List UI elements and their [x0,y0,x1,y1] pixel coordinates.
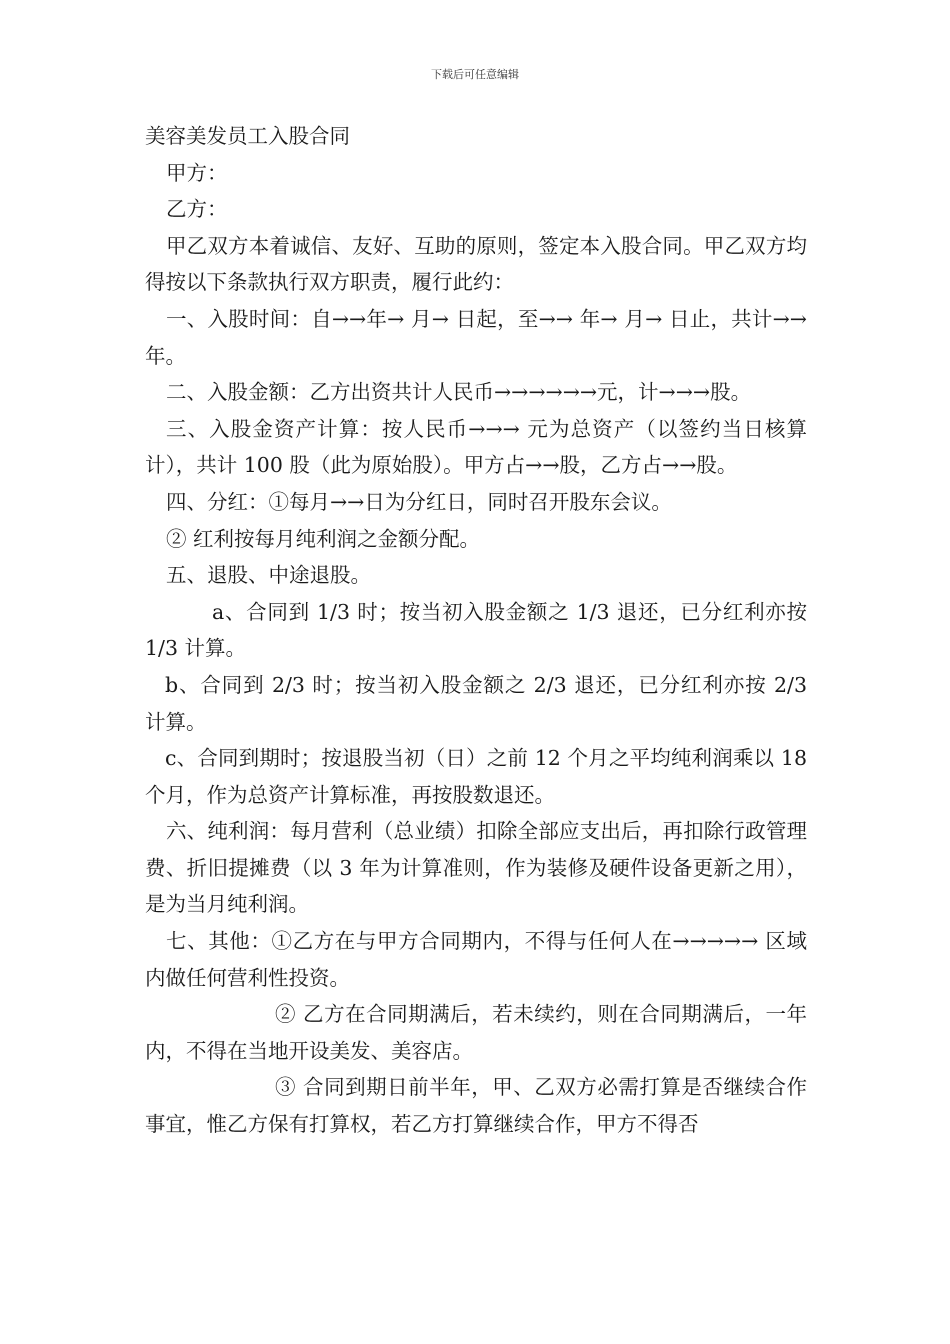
page-header: 下载后可任意编辑 [431,68,519,81]
clause-7-other-item-1: 七、其他：①乙方在与甲方合同期内，不得与任何人在→→→→→ 区域内做任何营利性投资。 [145,929,807,990]
party-b-line: 乙方： [166,197,228,222]
preamble-paragraph: 甲乙双方本着诚信、友好、互助的原则，签定本入股合同。甲乙双方均得按以下条款执行双方职责，履行此约： [145,233,807,295]
clause-2-share-amount: 二、入股金额：乙方出资共计人民币→→→→→→元，计→→→股。 [166,380,752,405]
clause-5-item-b: b、合同到 2/3 时；按当初入股金额之 2/3 退还，已分红利亦按 2/3 计算。 [145,672,807,734]
clause-5-item-a: a、合同到 1/3 时；按当初入股金额之 1/3 退还，已分红利亦按 1/3 计算。 [145,599,807,661]
document-title: 美容美发员工入股合同 [145,124,350,148]
clause-5-item-c: c、合同到期时；按退股当初（日）之前 12 个月之平均纯利润乘以 18 个月，作为总资产计算标准，再按股数退还。 [145,746,807,807]
clause-5-withdrawal: 五、退股、中途退股。 [166,563,371,588]
clause-6-net-profit: 六、纯利润：每月营利（总业绩）扣除全部应支出后，再扣除行政管理费、折旧提摊费（以 3 年为计算准则，作为装修及硬件设备更新之用），是为当月纯利润。 [145,819,807,917]
party-a-line: 甲方： [166,160,228,185]
clause-3-asset-calculation: 三、入股金资产计算：按人民币→→→ 元为总资产（以签约当日核算计），共计 100 股（此为原始股）。甲方占→→股，乙方占→→股。 [145,416,807,478]
clause-4-dividends-item-2: ② 红利按每月纯利润之金额分配。 [166,526,481,551]
clause-7-other-item-3: ③ 合同到期日前半年，甲、乙双方必需打算是否继续合作事宜，惟乙方保有打算权，若乙方打算继续合作，甲方不得否 [145,1075,807,1137]
clause-1-share-period: 一、入股时间：自→→年→ 月→ 日起，至→→ 年→ 月→ 日止，共计→→ 年。 [145,306,807,368]
document-body [145,118,807,1143]
clause-4-dividends: 四、分红：①每月→→日为分红日，同时召开股东会议。 [166,489,672,514]
clause-7-other-item-2: ② 乙方在合同期满后，若未续约，则在合同期满后，一年内，不得在当地开设美发、美容店。 [145,1002,807,1063]
